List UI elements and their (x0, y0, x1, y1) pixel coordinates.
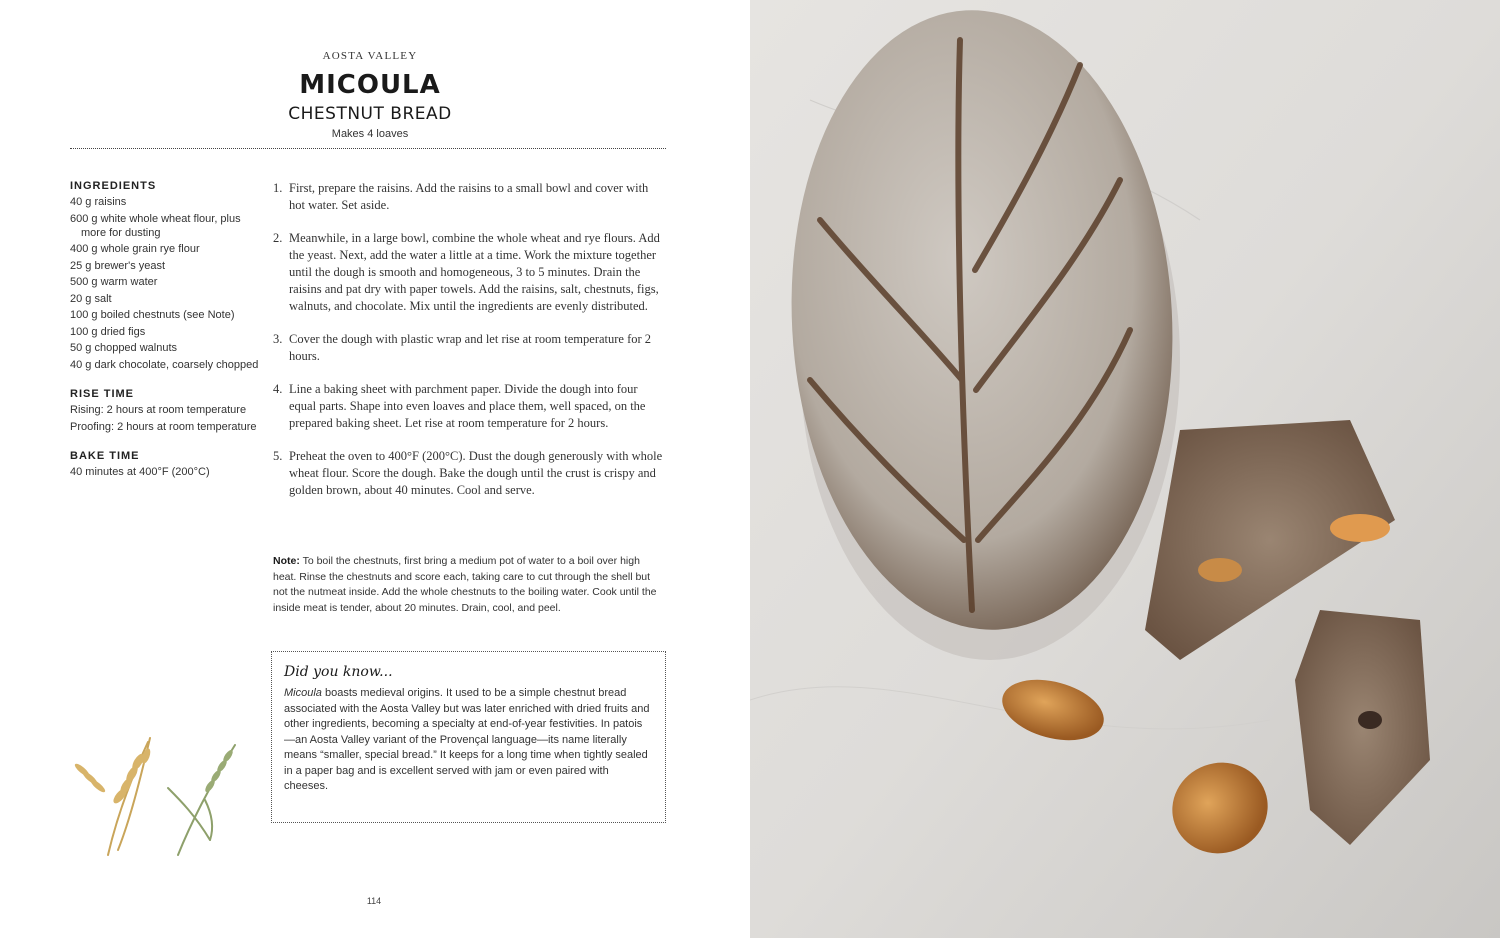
step-text: Meanwhile, in a large bowl, combine the whole wheat and rye flours. Add the yeast. Next, add the water a little at a time. Work the mixture together until the dough is smooth and homogeneous, 3 to 5 minutes. Drain the raisins and pat dry with paper towels. Add the raisins, salt, chestnuts, figs, walnuts, and chocolate. Mix until the ingredients are evenly distributed. (289, 231, 660, 313)
ingredient-item: 600 g white whole wheat flour, plus more for dusting (70, 212, 241, 239)
ingredients-list (70, 195, 260, 372)
step-item (273, 448, 665, 499)
rise-time-item: Rising: 2 hours at room temperature (70, 404, 247, 416)
bread-photo-illustration (750, 0, 1500, 938)
ingredient-item: 100 g dried figs (70, 325, 146, 338)
page-number: 114 (366, 896, 382, 906)
step-number: 5. (273, 449, 283, 463)
step-number: 4. (273, 382, 283, 396)
did-you-know-text: Micoula boasts medieval origins. It used to be a simple chestnut bread associated with the Aosta Valley but was later enriched with dried fruits and other ingredients, becoming a specialty at end-of-year festivities. In patois—an Aosta Valley variant of the Provençal language—its name literally means “smaller, special bread.” It keeps for a long time when tightly sealed in a paper bag and is excellent served with jam or even paired with cheeses. (284, 687, 650, 792)
step-text: Line a baking sheet with parchment paper. Divide the dough into four equal parts. Shape into even loaves and place them, well spaced, on the prepared baking sheet. Let rise at room temperature for 2 hours. (289, 382, 646, 430)
recipe-subtitle: CHESTNUT BREAD (288, 104, 452, 124)
recipe-yield: Makes 4 loaves (331, 128, 409, 140)
bake-time-heading: BAKE TIME (70, 450, 140, 462)
rise-time-item: Proofing: 2 hours at room temperature (70, 420, 257, 433)
bake-time-value: 40 minutes at 400°F (200°C) (70, 466, 210, 478)
rise-time-list (70, 403, 260, 434)
step-item (273, 381, 665, 432)
ingredient-item: 100 g boiled chestnuts (see Note) (70, 309, 235, 321)
ingredient-item: 500 g warm water (70, 276, 158, 288)
ingredient-item: 40 g raisins (70, 196, 127, 208)
step-number: 3. (273, 332, 283, 346)
wheat-illustration (60, 730, 250, 870)
note-paragraph (273, 554, 665, 616)
ingredient-item: 50 g chopped walnuts (70, 342, 178, 354)
recipe-title: MICOULA (299, 70, 441, 100)
step-text: Cover the dough with plastic wrap and let rise at room temperature for 2 hours. (289, 332, 652, 363)
did-you-know-heading: Did you know... (284, 664, 393, 680)
note-label: Note: (273, 555, 300, 567)
step-number: 2. (273, 231, 283, 245)
rise-time-heading: RISE TIME (70, 388, 135, 400)
ingredient-item: 400 g whole grain rye flour (70, 243, 200, 255)
step-text: Preheat the oven to 400°F (200°C). Dust the dough generously with whole wheat flour. Score the dough. Bake the dough until the crust is crispy and golden brown, about 40 minutes. Cool and serve. (289, 449, 663, 497)
ingredient-item: 40 g dark chocolate, coarsely chopped (70, 358, 259, 371)
method-steps (273, 180, 665, 515)
bread-photo (750, 0, 1500, 938)
step-item (273, 180, 665, 214)
micoula-italic: Micoula (284, 687, 322, 699)
ingredients-heading: INGREDIENTS (70, 180, 157, 192)
ingredient-item: 20 g salt (70, 292, 112, 305)
dotted-divider (70, 148, 666, 149)
step-item (273, 331, 665, 365)
region-label: AOSTA VALLEY (322, 50, 418, 62)
ingredient-item: 25 g brewer's yeast (70, 259, 166, 272)
ingredients-column (70, 180, 260, 482)
step-number: 1. (273, 181, 283, 195)
step-text: First, prepare the raisins. Add the raisins to a small bowl and cover with hot water. Set aside. (289, 181, 649, 212)
did-you-know-box (271, 651, 666, 823)
step-item (273, 230, 665, 315)
note-text: To boil the chestnuts, first bring a medium pot of water to a boil over high heat. Rinse the chestnuts and score each, taking care to cut through the shell but not the nutmeat inside. Add the whole chestnuts to the boiling water. Cook until the inside meat is tender, about 20 minutes. Drain, cool, and peel. (273, 555, 657, 614)
